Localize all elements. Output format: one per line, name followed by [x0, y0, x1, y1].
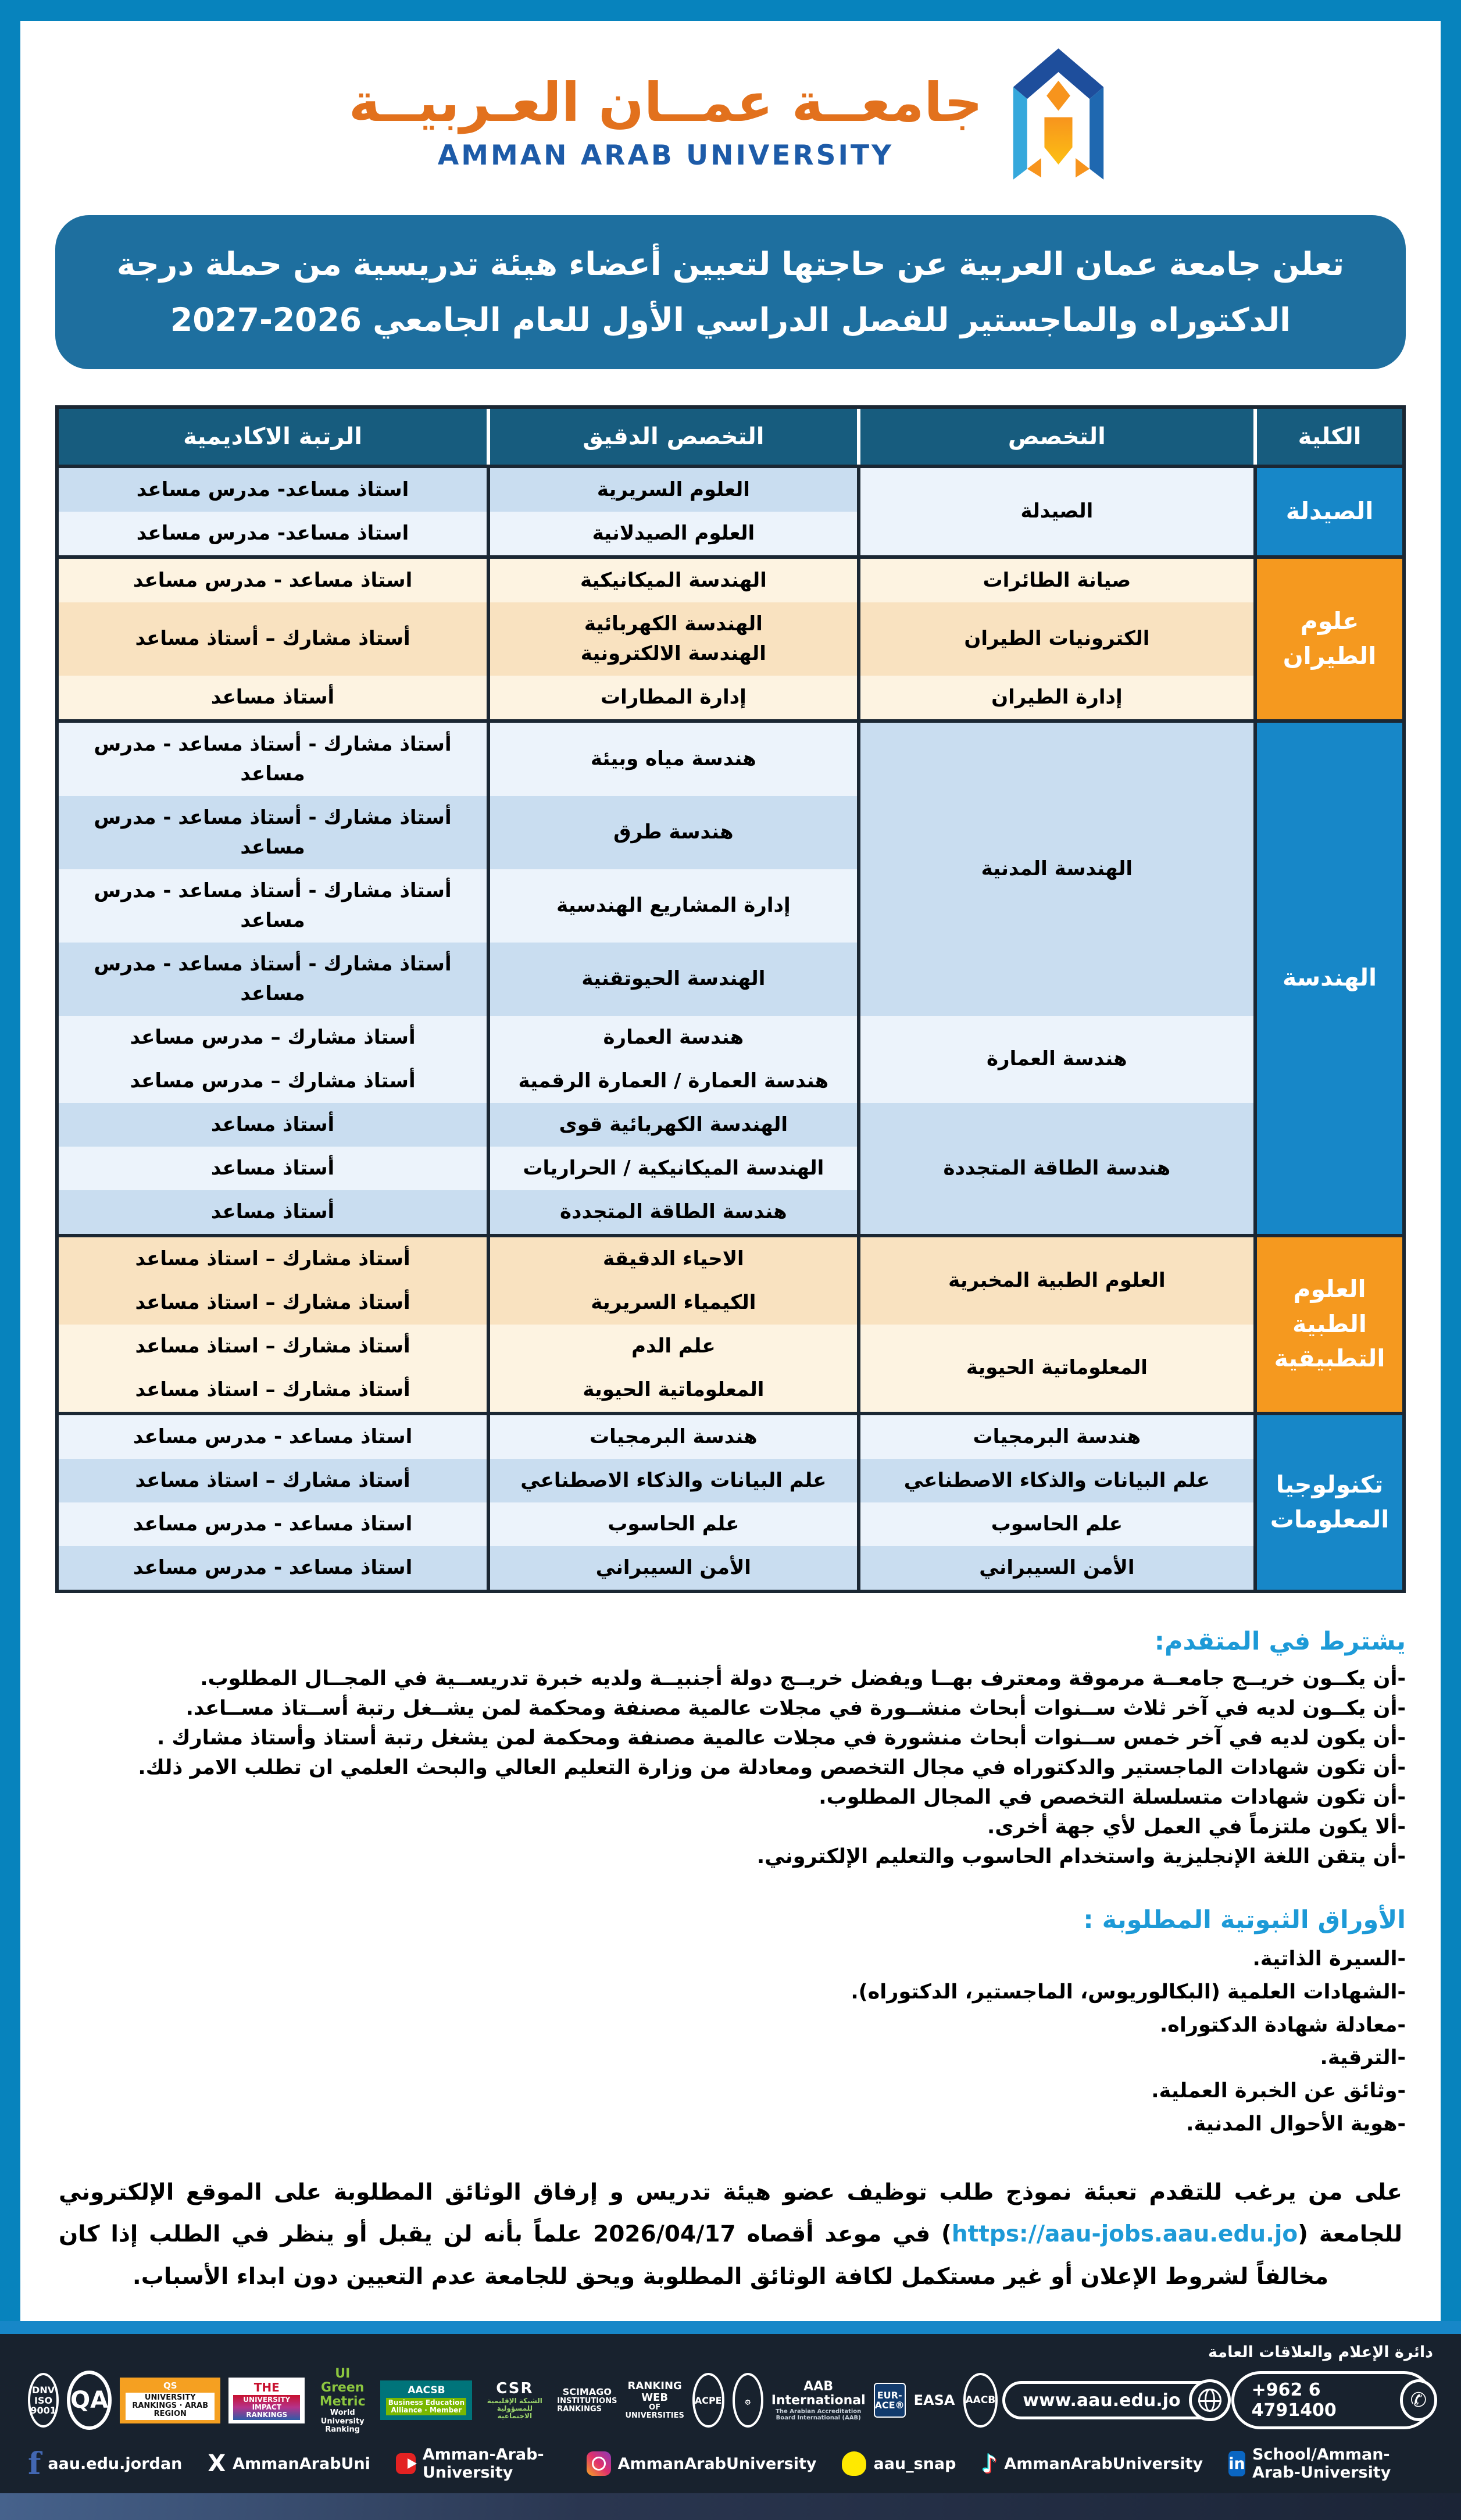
academic-rank-cell: أستاذ مشارك – مدرس مساعد — [59, 1016, 487, 1059]
requirement-item: -أن يكــون لديه في آخر ثلاث ســنوات أبحاث منشــورة في مجلات عالمية مصنفة ومحكمة لمن يشــغل رتبة أســتاذ مســاعد. — [185, 1696, 1406, 1720]
requirements-heading: يشترط في المتقدم: — [1154, 1626, 1406, 1656]
specialization-cell: هندسة العمارة — [860, 1016, 1253, 1103]
academic-rank-cell: أستاذ مساعد — [59, 1147, 487, 1190]
academic-rank-cell: أستاذ مشارك - أستاذ مساعد - مدرس مساعد — [59, 796, 487, 869]
social-handle: AmmanArabUni — [233, 2454, 370, 2473]
specialization-cell: العلوم الطبية المخبرية — [860, 1237, 1253, 1325]
detail-line: علم الدم — [631, 1334, 716, 1358]
specialization-cell: الهندسة المدنية — [860, 723, 1253, 1016]
table-body — [59, 468, 1402, 1590]
application-portal-link[interactable]: https://aau-jobs.aau.edu.jo — [951, 2221, 1298, 2248]
tiktok-icon: ♪ — [981, 2449, 998, 2478]
specialization-cell: الصيدلة — [860, 468, 1253, 555]
academic-rank-cell: استاذ مساعد - مدرس مساعد — [59, 559, 487, 602]
detail-line: الهندسة الميكانيكية / الحراريات — [523, 1156, 824, 1180]
social-link-snapchat[interactable] — [842, 2451, 956, 2476]
social-link-x[interactable] — [208, 2450, 370, 2477]
detail-line: هندسة العمارة / العمارة الرقمية — [518, 1069, 829, 1093]
detailed-specialization-cell — [490, 512, 857, 555]
apply-text-middle: في موعد أقصاه — [746, 2221, 931, 2248]
detail-line: إدارة المطارات — [600, 685, 746, 709]
detail-line: الكيمياء السريرية — [591, 1290, 756, 1314]
header-specialization: التخصص — [860, 409, 1253, 465]
footer-accent-bar — [0, 2321, 1461, 2334]
detailed-specialization-cell — [490, 1415, 857, 1459]
detail-line: إدارة المشاريع الهندسية — [556, 894, 791, 917]
detail-line: هندسة البرمجيات — [589, 1425, 758, 1448]
accreditation-logos-row — [28, 2367, 1433, 2434]
document-item: -وثائق عن الخبرة العملية. — [1151, 2079, 1406, 2103]
social-media-row — [28, 2446, 1433, 2482]
specialization-cell: إدارة الطيران — [860, 676, 1253, 719]
specialization-cell: هندسة الطاقة المتجددة — [860, 1103, 1253, 1234]
detailed-specialization-cell — [490, 869, 857, 943]
college-section — [59, 1415, 1402, 1590]
college-cell: العلوم الطبية التطبيقية — [1257, 1237, 1402, 1412]
detail-line: الاحياء الدقيقة — [603, 1247, 744, 1270]
detailed-specialization-cell — [490, 1281, 857, 1325]
snapchat-icon — [842, 2451, 866, 2476]
academic-rank-cell: أستاذ مشارك – استاذ مساعد — [59, 1368, 487, 1412]
academic-rank-cell: استاذ مساعد - مدرس مساعد — [59, 1415, 487, 1459]
college-cell: تكنولوجيا المعلومات — [1257, 1415, 1402, 1590]
academic-rank-cell: استاذ مساعد - مدرس مساعد — [59, 1502, 487, 1546]
academic-rank-cell: أستاذ مشارك – مدرس مساعد — [59, 1059, 487, 1103]
apply-text-before: على من يرغب للتقدم تعبئة نموذج طلب توظيف عضو هيئة تدريس و إرفاق الوثائق المطلوبة على الموقع الإلكتروني للجامعة — [59, 2179, 1403, 2248]
social-handle: Amman-Arab-University — [422, 2446, 544, 2482]
social-handle: aau.edu.jordan — [48, 2454, 183, 2473]
academic-rank-cell: استاذ مساعد- مدرس مساعد — [59, 512, 487, 555]
apply-text-after: علماً بأنه لن يقبل أو ينظر في الطلب إذا كان مخالفاً لشروط الإعلان أو غير مستكمل لكافة الوثائق المطلوبة ويحق للجامعة عدم التعيين دون ابداء الأسباب. — [59, 2221, 1329, 2290]
website-url: www.aau.edu.jo — [1023, 2390, 1181, 2411]
university-brand — [55, 45, 1406, 198]
announcement-banner — [55, 215, 1406, 369]
college-cell: الهندسة — [1257, 723, 1402, 1234]
detail-line: الأمن السيبراني — [595, 1555, 751, 1579]
instagram-icon — [587, 2451, 611, 2476]
detail-line: الهندسة الكهربائية قوى — [559, 1112, 788, 1136]
scimago-logo: SCIMAGO INSTITUTIONS RANKINGS — [557, 2386, 617, 2414]
qs-logo: QS UNIVERSITY RANKINGS · ARAB REGION — [120, 2378, 220, 2423]
academic-rank-cell: أستاذ مشارك – استاذ مساعد — [59, 1325, 487, 1368]
university-emblem — [1005, 45, 1112, 198]
detailed-specialization-cell — [490, 676, 857, 719]
requirement-item: -أن تكون شهادات متسلسلة التخصص في المجال المطلوب. — [819, 1785, 1406, 1809]
academic-rank-cell: أستاذ مشارك - أستاذ مساعد - مدرس مساعد — [59, 723, 487, 796]
green-logo: UI Green Metric World University Ranking — [319, 2366, 366, 2434]
application-instructions: على من يرغب للتقدم تعبئة نموذج طلب توظيف عضو هيئة تدريس و إرفاق الوثائق المطلوبة على الموقع الإلكتروني للجامعة (https://aau-jobs.aau.edu.jo) في موعد أقصاه 2026/04/17 علماً بأنه لن يقبل أو ينظر في الطلب إذا كان مخالفاً لشروط الإعلان أو غير مستكمل لكافة الوثائق المطلوبة ويحق للجامعة عدم التعيين دون ابداء الأسباب. — [59, 2179, 1403, 2290]
college-section — [59, 1237, 1402, 1412]
requirement-item: -أن يتقن اللغة الإنجليزية واستخدام الحاسوب والتعليم الإلكتروني. — [756, 1845, 1406, 1869]
social-link-facebook[interactable] — [28, 2446, 182, 2482]
academic-rank-cell: أستاذ مساعد — [59, 676, 487, 719]
academic-rank-cell: أستاذ مساعد — [59, 1190, 487, 1234]
academic-rank-cell: أستاذ مشارك – استاذ مساعد — [59, 1459, 487, 1502]
college-section — [59, 468, 1402, 555]
linkedin-icon: in — [1228, 2451, 1245, 2476]
header-college: الكلية — [1257, 409, 1402, 465]
detailed-specialization-cell — [490, 1502, 857, 1546]
detail-line: علم البيانات والذكاء الاصطناعي — [520, 1468, 827, 1492]
detailed-specialization-cell — [490, 1016, 857, 1059]
requirement-item: -ألا يكون ملتزماً في العمل لأي جهة أخرى. — [987, 1815, 1406, 1839]
detailed-specialization-cell — [490, 796, 857, 869]
header-academic-rank: الرتبة الاكاديمية — [59, 409, 487, 465]
detailed-specialization-cell — [490, 1459, 857, 1502]
college-cell: الصيدلة — [1257, 468, 1402, 555]
banner-line-1: تعلن جامعة عمان العربية عن حاجتها لتعيين أعضاء هيئة تدريسية من حملة درجة — [116, 245, 1345, 283]
specialization-cell: صيانة الطائرات — [860, 559, 1253, 602]
detail-line: هندسة مياه وبيئة — [590, 747, 756, 770]
college-section — [59, 559, 1402, 719]
rweb-logo: RANKING WEB OF UNIVERSITIES — [625, 2380, 684, 2421]
detailed-specialization-cell — [490, 1190, 857, 1234]
university-name-english: AMMAN ARAB UNIVERSITY — [437, 140, 894, 172]
academic-rank-cell: أستاذ مشارك – استاذ مساعد — [59, 1237, 487, 1281]
social-link-youtube[interactable] — [396, 2446, 561, 2482]
detailed-specialization-cell — [490, 468, 857, 512]
specialization-cell: علم البيانات والذكاء الاصطناعي — [860, 1459, 1253, 1502]
qa-logo: QA — [67, 2371, 112, 2430]
table-header-row — [59, 409, 1402, 465]
application-deadline: 2026/04/17 — [593, 2221, 736, 2248]
detail-line: الهندسة الميكانيكية — [580, 568, 767, 592]
youtube-icon — [396, 2453, 416, 2474]
dnv-logo: DNV ISO 9001 — [28, 2373, 59, 2428]
detailed-specialization-cell — [490, 1546, 857, 1590]
abet-logo: EUR-ACE® — [874, 2383, 906, 2418]
specialization-cell: الكترونيات الطيران — [860, 602, 1253, 676]
banner-line-2: الدكتوراه والماجستير للفصل الدراسي الأول للعام الجامعي 2026‏-‏2027 — [170, 301, 1291, 339]
social-link-instagram[interactable] — [587, 2451, 817, 2476]
detail-line: هندسة طرق — [613, 820, 734, 844]
detailed-specialization-cell — [490, 1368, 857, 1412]
detailed-specialization-cell — [490, 723, 857, 796]
detailed-specialization-cell — [490, 1147, 857, 1190]
specialization-cell: هندسة البرمجيات — [860, 1415, 1253, 1459]
detail-line: هندسة العمارة — [603, 1025, 744, 1049]
requirement-item: -أن يكــون خريــج جامعــة مرموقة ومعترف بهــا ويفضل خريــج دولة أجنبيــة ولديه خبرة تدريســية في المجــال المطلوب. — [200, 1666, 1406, 1690]
specialization-cell: المعلوماتية الحيوية — [860, 1325, 1253, 1412]
x-icon: X — [208, 2450, 226, 2478]
social-link-tiktok[interactable] — [981, 2450, 1203, 2478]
detail-line: الهندسة الحيوتقنية — [581, 967, 766, 990]
document-item: -معادلة شهادة الدكتوراه. — [1159, 2013, 1406, 2037]
csr-logo: CSR الشبكة الإقليمية للمسؤولية الاجتماعية — [487, 2380, 542, 2421]
globe-icon — [1189, 2379, 1231, 2421]
academic-rank-cell: أستاذ مشارك - أستاذ مساعد - مدرس مساعد — [59, 943, 487, 1016]
university-name-arabic: جامعــة عمــان العـربيــة — [348, 72, 983, 134]
phone-number: +962 6 4791400 — [1251, 2380, 1337, 2421]
acpe-logo: ACPE — [692, 2373, 724, 2428]
detailed-specialization-cell — [490, 1325, 857, 1368]
documents-list — [55, 1943, 1406, 2140]
requirement-item: -أن تكون شهادات الماجستير والدكتوراه في مجال التخصص ومعادلة من وزارة التعليم العالي والبحث العلمي ان تطلب الامر ذلك. — [138, 1755, 1406, 1779]
document-item: -الترقية. — [1320, 2046, 1406, 2070]
phone-icon: ✆ — [1400, 2379, 1437, 2421]
college-cell: علوم الطيران — [1257, 559, 1402, 719]
header-detailed-specialization: التخصص الدقيق — [490, 409, 857, 465]
iso-badge-logo: AACB — [963, 2373, 998, 2428]
detail-line: الهندسة الكهربائية — [584, 612, 763, 636]
detailed-specialization-cell — [490, 559, 857, 602]
documents-heading: الأوراق الثبوتية المطلوبة : — [1083, 1905, 1406, 1935]
bottom-gradient-strip — [0, 2493, 1461, 2520]
detail-line: الهندسة الالكترونية — [580, 641, 766, 665]
detail-line: العلوم السريرية — [596, 477, 750, 501]
poster-content — [0, 21, 1461, 2321]
academic-rank-cell: استاذ مساعد - مدرس مساعد — [59, 1546, 487, 1590]
top-frame-bar — [0, 0, 1461, 21]
detailed-specialization-cell — [490, 1059, 857, 1103]
specialization-cell: علم الحاسوب — [860, 1502, 1253, 1546]
aab-logo: AAB International The Arabian Accreditation Board International (AAB) — [771, 2379, 866, 2421]
the-logo: THE UNIVERSITY IMPACT RANKINGS — [228, 2378, 305, 2424]
detail-line: العلوم الصيدلانية — [592, 521, 755, 545]
academic-rank-cell: استاذ مساعد- مدرس مساعد — [59, 468, 487, 512]
phone-pill[interactable] — [1231, 2371, 1433, 2429]
social-handle: AmmanArabUniversity — [1004, 2454, 1203, 2473]
requirements-list — [55, 1664, 1406, 1872]
detailed-specialization-cell — [490, 602, 857, 676]
detail-line: هندسة الطاقة المتجددة — [559, 1200, 787, 1223]
academic-rank-cell: أستاذ مساعد — [59, 1103, 487, 1147]
emblem-logo: ۞ — [733, 2373, 763, 2428]
social-handle: School/Amman-Arab-University — [1252, 2446, 1391, 2482]
document-item: -الشهادات العلمية (البكالوريوس، الماجستير، الدكتوراه). — [851, 1980, 1406, 2004]
vacancies-table — [55, 405, 1406, 1593]
detail-line: علم الحاسوب — [608, 1512, 740, 1536]
detailed-specialization-cell — [490, 943, 857, 1016]
detail-line: المعلوماتية الحيوية — [583, 1377, 765, 1401]
aacsb-logo: AACSB Business Education Alliance · Member — [380, 2380, 472, 2420]
website-pill[interactable] — [1002, 2381, 1226, 2419]
detailed-specialization-cell — [490, 1103, 857, 1147]
university-name-block — [349, 72, 983, 172]
social-handle: AmmanArabUniversity — [617, 2454, 817, 2473]
college-section — [59, 723, 1402, 1234]
footer — [0, 2334, 1461, 2493]
document-item: -السيرة الذاتية. — [1252, 1947, 1406, 1971]
facebook-icon: f — [28, 2446, 41, 2482]
easa-logo: EASA — [913, 2392, 955, 2409]
specialization-cell: الأمن السيبراني — [860, 1546, 1253, 1590]
academic-rank-cell: أستاذ مشارك – أستاذ مساعد — [59, 602, 487, 676]
social-link-linkedin[interactable] — [1228, 2446, 1433, 2482]
media-relations-department-label: دائرة الإعلام والعلاقات العامة — [1208, 2343, 1433, 2361]
requirement-item: -أن يكون لديه في آخر خمس ســنوات أبحاث منشورة في مجلات عالمية مصنفة ومحكمة لمن يشغل رتبة أستاذ وأستاذ مشارك . — [156, 1726, 1406, 1750]
document-item: -هوية الأحوال المدنية. — [1186, 2112, 1406, 2136]
detailed-specialization-cell — [490, 1237, 857, 1281]
academic-rank-cell: أستاذ مشارك - أستاذ مساعد - مدرس مساعد — [59, 869, 487, 943]
academic-rank-cell: أستاذ مشارك – استاذ مساعد — [59, 1281, 487, 1325]
social-handle: aau_snap — [873, 2454, 956, 2473]
